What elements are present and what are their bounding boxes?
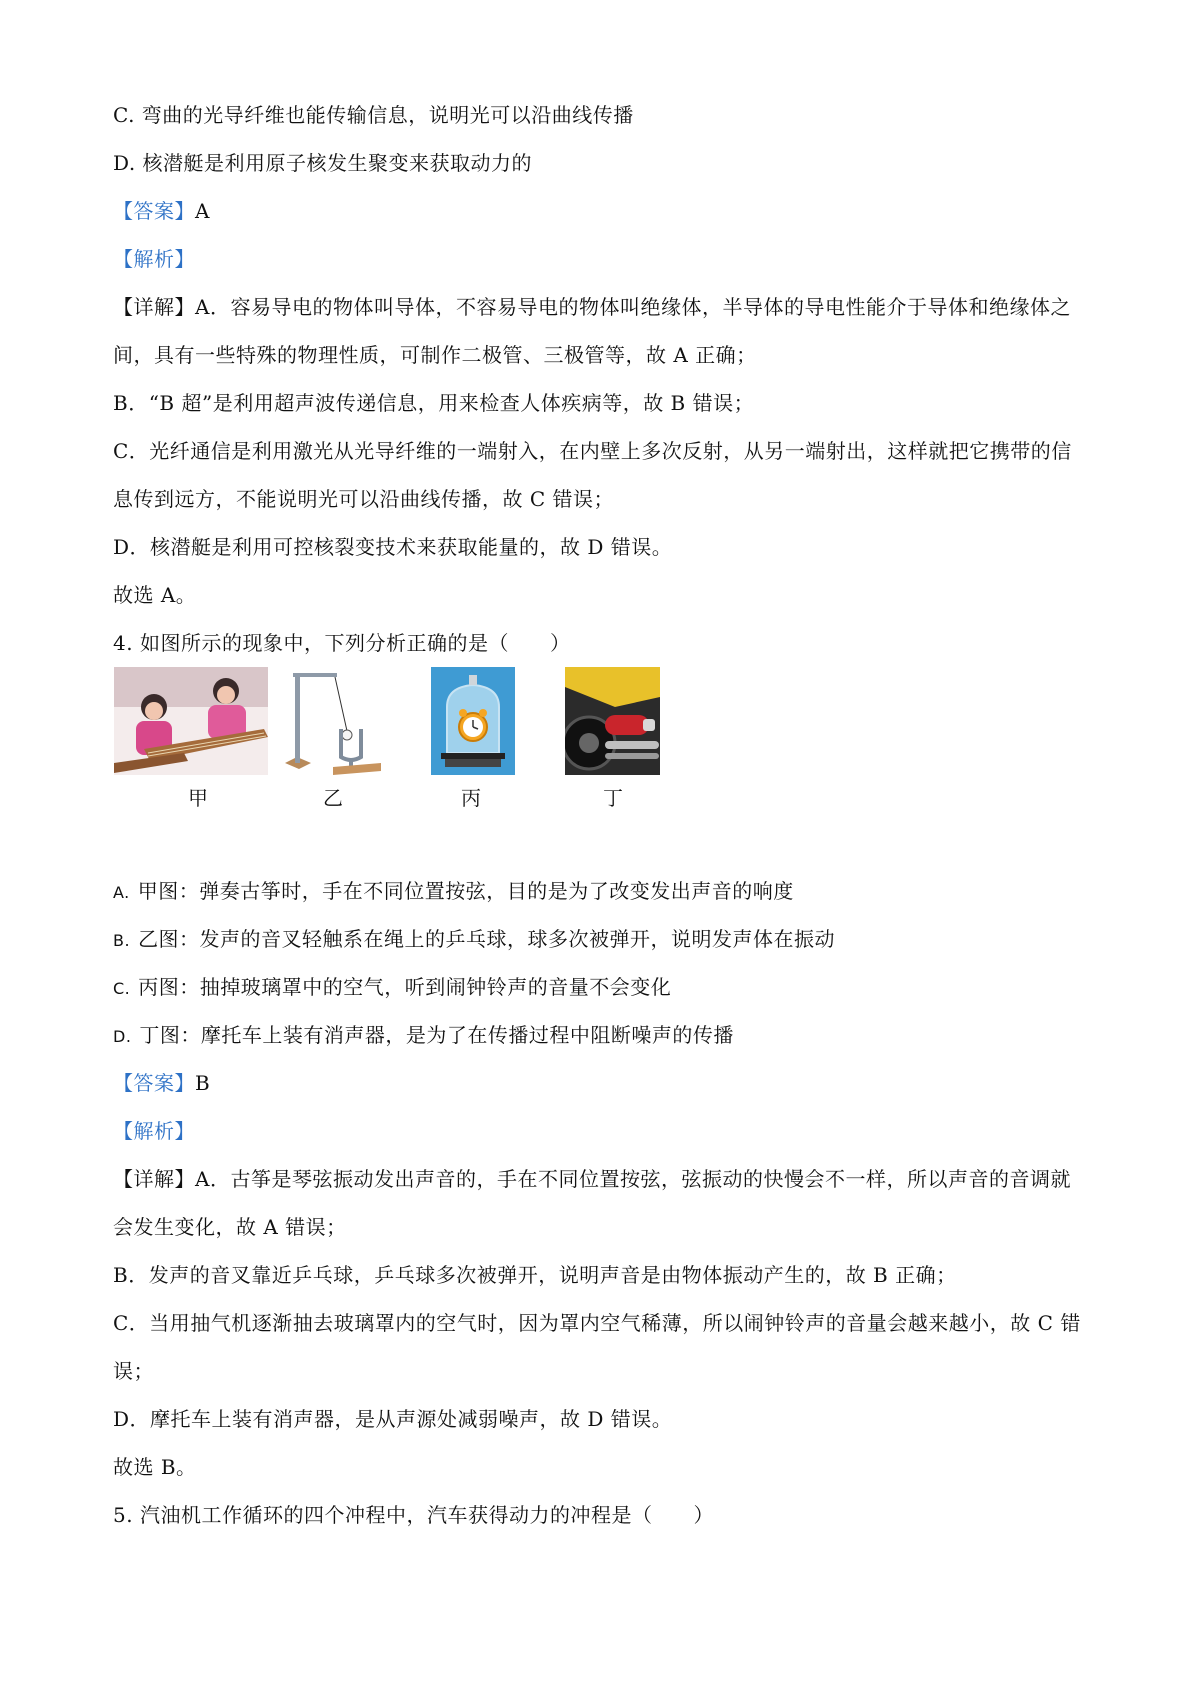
q3-detail-line: B．“B 超”是利用超声波传递信息，用来检查人体疾病等，故 B 错误； xyxy=(113,391,755,415)
q3-detail-line: C．光纤通信是利用激光从光导纤维的一端射入，在内壁上多次反射，从另一端射出，这样就把它携带的信 xyxy=(113,439,1072,463)
q3-option-d: D. 核潜艇是利用原子核发生聚变来获取动力的 xyxy=(113,151,533,175)
answer-value: A xyxy=(195,199,210,223)
q3-detail-line: 【详解】A．容易导电的物体叫导体，不容易导电的物体叫绝缘体，半导体的导电性能介于导体和绝缘体之 xyxy=(113,295,1071,319)
q4-detail-line: C．当用抽气机逐渐抽去玻璃罩内的空气时，因为罩内空气稀薄，所以闹钟铃声的音量会越来越小，故 C 错 xyxy=(113,1311,1081,1335)
option-letter: A. xyxy=(113,883,130,902)
q4-detail-line: 【详解】A．古筝是琴弦振动发出声音的，手在不同位置按弦，弦振动的快慢会不一样，所以声音的音调就 xyxy=(113,1167,1071,1191)
q4-detail-line: 误； xyxy=(113,1359,154,1383)
figure-tuning-fork xyxy=(285,667,381,775)
q4-option-c xyxy=(113,973,671,1003)
q4-detail-line: D．摩托车上装有消声器，是从声源处减弱噪声，故 D 错误。 xyxy=(113,1407,673,1431)
figure-muffler xyxy=(565,667,660,775)
option-letter: D. xyxy=(113,1027,132,1046)
figure-label-bing: 丙 xyxy=(461,786,481,810)
answer-tag: 【答案】 xyxy=(113,199,195,223)
q4-option-d xyxy=(113,1021,734,1051)
q3-conclusion: 故选 A。 xyxy=(113,583,197,607)
option-letter: B. xyxy=(113,931,131,950)
q4-analysis-tag: 【解析】 xyxy=(113,1119,195,1143)
answer-tag: 【答案】 xyxy=(113,1071,195,1095)
q4-stem: 4. 如图所示的现象中，下列分析正确的是（ ） xyxy=(113,631,571,655)
q3-detail-line: D．核潜艇是利用可控核裂变技术来获取能量的，故 D 错误。 xyxy=(113,535,673,559)
option-letter: C. xyxy=(113,979,131,998)
q4-option-a xyxy=(113,877,794,907)
q3-detail-line: 间，具有一些特殊的物理性质，可制作二极管、三极管等，故 A 正确； xyxy=(113,343,757,367)
answer-value: B xyxy=(195,1071,211,1095)
figure-label-ding: 丁 xyxy=(603,786,623,810)
figure-guzheng xyxy=(114,667,268,775)
option-text: 乙图：发声的音叉轻触系在绳上的乒乓球，球多次被弹开，说明发声体在振动 xyxy=(138,927,836,951)
q4-detail-line: B．发声的音叉靠近乒乓球，乒乓球多次被弹开，说明声音是由物体振动产生的，故 B 正确； xyxy=(113,1263,957,1287)
q4-conclusion: 故选 B。 xyxy=(113,1455,197,1479)
q5-stem: 5. 汽油机工作循环的四个冲程中，汽车获得动力的冲程是（ ） xyxy=(113,1503,714,1527)
q4-answer xyxy=(113,1069,210,1097)
q4-detail-line: 会发生变化，故 A 错误； xyxy=(113,1215,347,1239)
option-text: 丙图：抽掉玻璃罩中的空气，听到闹钟铃声的音量不会变化 xyxy=(138,975,672,999)
q4-option-b xyxy=(113,925,835,955)
figure-label-jia: 甲 xyxy=(188,786,208,810)
q3-option-c: C. 弯曲的光导纤维也能传输信息，说明光可以沿曲线传播 xyxy=(113,103,634,127)
figure-label-yi: 乙 xyxy=(323,786,343,810)
figure-bell-jar xyxy=(431,667,515,775)
q3-detail-line: 息传到远方，不能说明光可以沿曲线传播，故 C 错误； xyxy=(113,487,615,511)
q3-analysis-tag: 【解析】 xyxy=(113,247,195,271)
option-text: 丁图：摩托车上装有消声器，是为了在传播过程中阻断噪声的传播 xyxy=(139,1023,734,1047)
q3-answer xyxy=(113,197,210,225)
option-text: 甲图：弹奏古筝时，手在不同位置按弦，目的是为了改变发出声音的响度 xyxy=(137,879,794,903)
